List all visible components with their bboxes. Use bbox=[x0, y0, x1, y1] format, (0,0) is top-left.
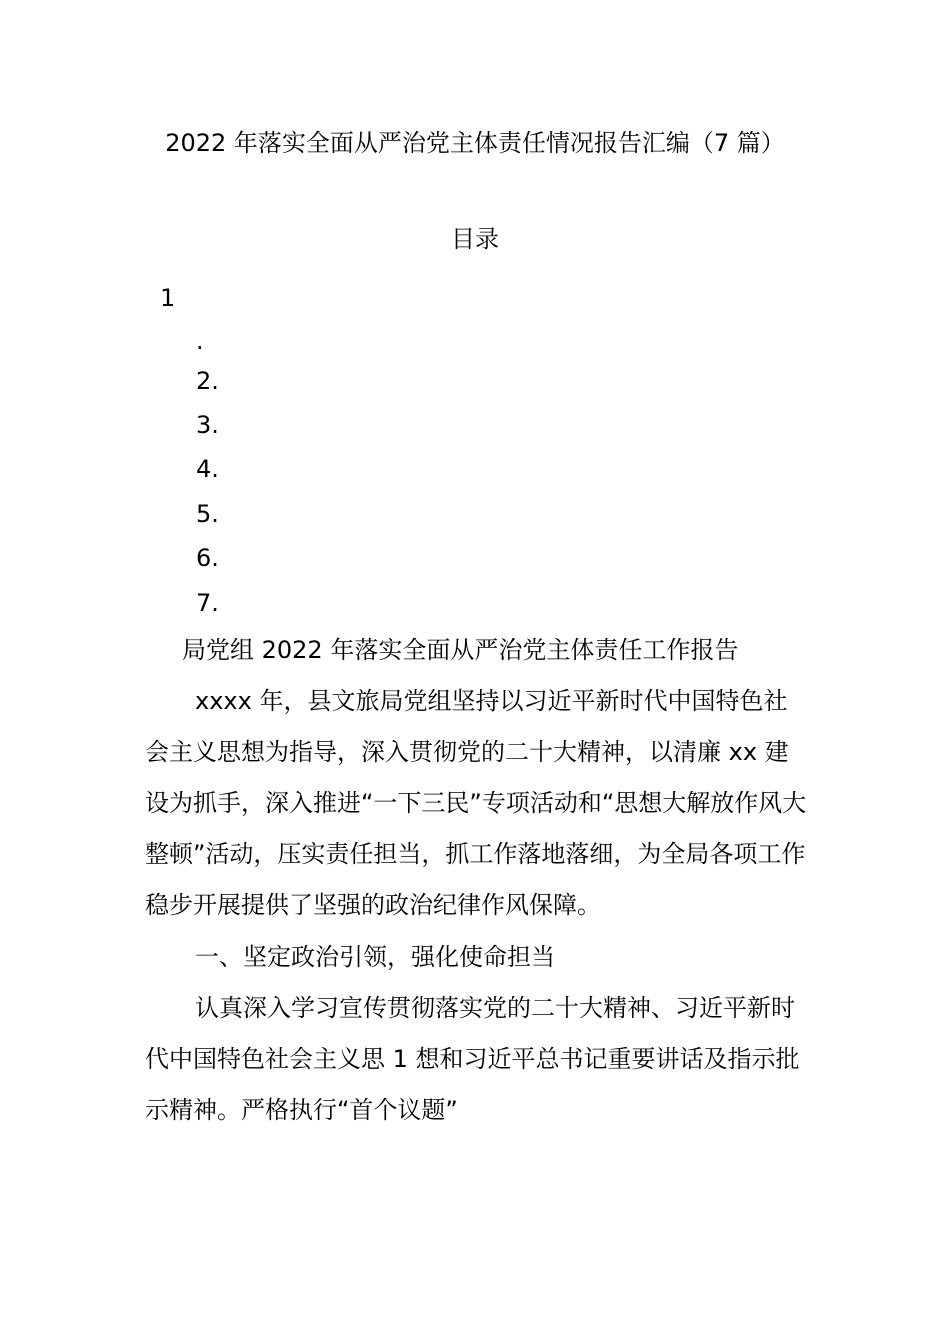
section-title: 局党组 2022 年落实全面从严治党主体责任工作报告 bbox=[182, 636, 739, 664]
toc-item-6: 6. bbox=[196, 544, 219, 572]
body-paragraph: xxxx 年，县文旅局党组坚持以习近平新时代中国特色社会主义思想为指导，深入贯彻党的二十大精神，以清廉 xx 建设为抓手，深入推进“一下三民”专项活动和“思想大解放作风大整顿”活动，压实责任担当，抓工作落地落细，为全局各项工作稳步开展提供了坚强的政治纪律作风保障。 bbox=[145, 687, 807, 919]
toc-item-1-dot: . bbox=[196, 327, 204, 355]
toc-heading: 目录 bbox=[451, 225, 499, 253]
toc-item-1: 1 bbox=[160, 284, 176, 312]
toc-item-4: 4. bbox=[196, 455, 219, 483]
toc-item-7: 7. bbox=[196, 589, 219, 617]
document-title: 2022 年落实全面从严治党主体责任情况报告汇编（7 篇） bbox=[165, 129, 785, 157]
section-heading: 一、坚定政治引领，强化使命担当 bbox=[195, 943, 555, 971]
toc-item-5: 5. bbox=[196, 500, 219, 528]
body-paragraph: 认真深入学习宣传贯彻落实党的二十大精神、习近平新时代中国特色社会主义思 1 想和习近平总书记重要讲话及指示批示精神。严格执行“首个议题” bbox=[145, 994, 800, 1124]
toc-item-2: 2. bbox=[196, 367, 219, 395]
toc-item-3: 3. bbox=[196, 411, 219, 439]
